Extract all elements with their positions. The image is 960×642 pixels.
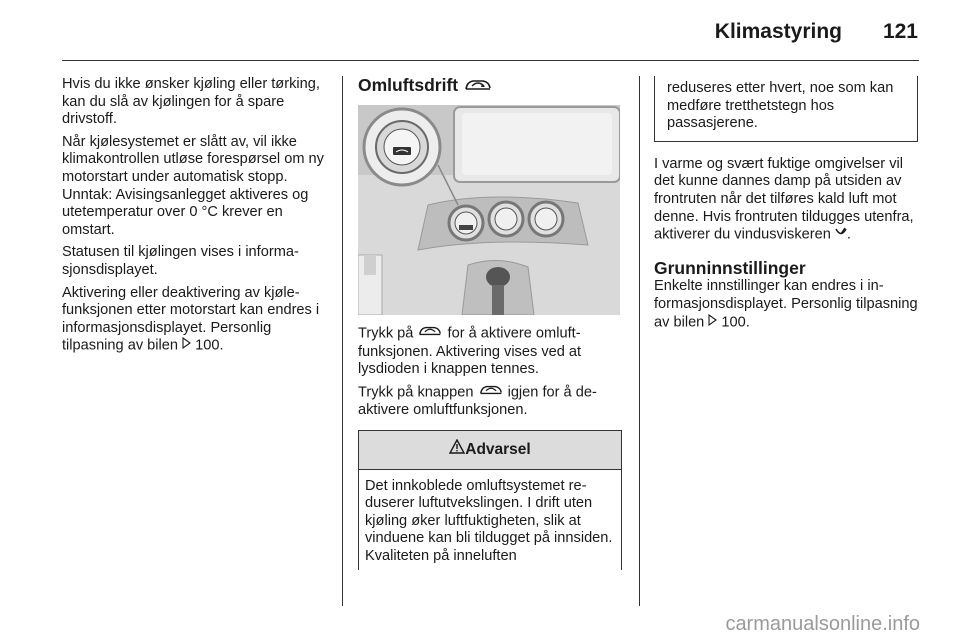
column-3 — [654, 76, 920, 337]
section-heading — [358, 74, 624, 97]
watermark: carmanualsonline.info — [725, 613, 920, 635]
dashboard-illustration — [358, 105, 620, 315]
page-reference-icon — [708, 314, 717, 332]
warning-triangle-icon — [449, 431, 465, 469]
page-reference[interactable]: 100. — [195, 337, 224, 354]
paragraph-text: Trykk på — [358, 326, 418, 343]
section-heading: Grunninnstillinger — [654, 258, 806, 279]
paragraph-text: Trykk på knappen — [358, 384, 478, 401]
paragraph — [654, 156, 920, 245]
page-reference-icon — [182, 337, 191, 355]
section-heading-text: Omluftsdrift — [358, 75, 459, 95]
wiper-icon — [835, 226, 847, 244]
paragraph-text: Enkelte innstillinger kan endres i informasjonsdisplayet. Personlig tilpasning av bilen — [654, 278, 918, 331]
warning-box-continued — [654, 76, 918, 142]
chapter-title: Klimastyring — [714, 20, 842, 43]
paragraph: Når kjølesystemet er slått av, vil ikke klimakontrollen utløse forespørsel om ny motorstart under automatisk stopp. Unntak: Avisingsanlegget aktiveres og utetemperatur over 0 °C krever en omstart. — [62, 133, 324, 238]
paragraph — [62, 285, 330, 356]
page-header — [0, 0, 960, 64]
warning-text: reduseres etter hvert, noe som kan medføre tretthetstegn hos passasjerene. — [667, 80, 894, 132]
paragraph — [358, 384, 624, 420]
paragraph — [654, 278, 920, 331]
paragraph-text: Aktivering eller deaktivering av kjølefunksjonen etter motorstart kan endres i informasjonsdisplayet. Personlig tilpasning av bilen — [62, 284, 320, 354]
page-number: 121 — [882, 20, 918, 43]
paragraph: Hvis du ikke ønsker kjøling eller tørking, kan du slå av kjølingen for å spare drivstoff. — [62, 76, 320, 128]
warning-title: Advarsel — [465, 440, 531, 458]
paragraph-text: igjen for å deaktivere omluftfunksjonen. — [358, 384, 597, 419]
column-1 — [62, 76, 330, 361]
paragraph: Statusen til kjølingen vises i informasjonsdisplayet. — [62, 244, 299, 278]
column-divider — [342, 76, 343, 606]
column-divider — [639, 76, 640, 606]
warning-header — [359, 431, 621, 470]
page-reference[interactable]: 100. — [721, 314, 750, 331]
column-2 — [358, 74, 624, 570]
paragraph-text: I varme og svært fuktige omgivelser vil det kunne dannes damp på utsiden av frontruten når det tilføres kald luft mot denne. Hvis frontruten tildugges utenfra, aktiverer du vindusviskeren — [654, 155, 914, 243]
warning-box — [358, 430, 622, 570]
paragraph — [358, 325, 624, 378]
header-rule — [62, 60, 919, 61]
paragraph-text: for å aktivere omluftfunksjonen. Aktivering vises ved at lysdioden i knappen tennes. — [358, 326, 582, 378]
recirculation-icon — [417, 325, 443, 343]
warning-text: Det innkoblede omluftsystemet reduserer luftutvekslingen. I drift uten kjøling øker luftfuktigheten, slik at vinduene kan bli tildugget på innsiden. Kvaliteten på inneluften — [365, 477, 613, 565]
paragraph-text: . — [846, 226, 851, 243]
recirculation-icon — [463, 75, 493, 97]
recirculation-icon — [478, 384, 504, 402]
